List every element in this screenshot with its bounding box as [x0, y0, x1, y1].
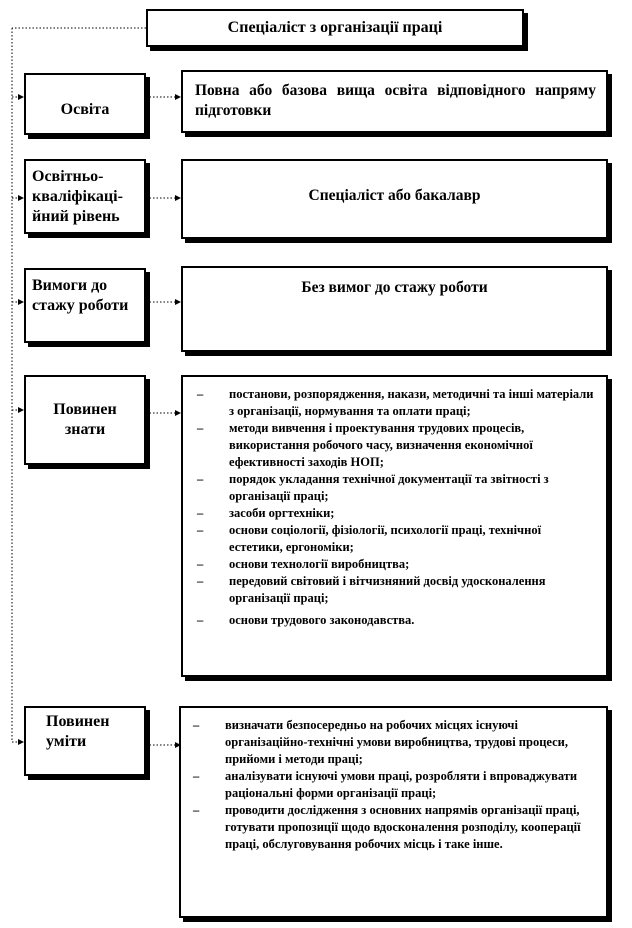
content-qualification	[181, 159, 608, 239]
content-text: Повна або базова вища освіта відповідного напряму підготовки	[195, 82, 596, 119]
list-item: – основи трудового законодавства.	[191, 612, 596, 629]
list-item: – основи соціології, фізіології, психології праці, технічної естетики, ергономіки;	[191, 522, 596, 556]
knowledge-list	[191, 386, 596, 629]
content-education	[181, 70, 608, 133]
list-item: – визначати безпосередньо на робочих місцях існуючі організаційно-технічні умови виробництва, трудові процеси, прийоми і методи праці;	[187, 717, 596, 768]
skills-list	[187, 717, 596, 853]
list-item: – постанови, розпорядження, накази, методичні та інші матеріали з організації, нормування та оплати праці;	[191, 386, 596, 420]
list-item: – методи вивчення і проектування трудових процесів, використання робочого часу, визначення економічної ефективності заходів НОП;	[191, 420, 596, 471]
diagram-title: Спеціаліст з організації праці	[227, 19, 443, 36]
label-must-be-able	[24, 706, 146, 776]
label-must-know	[24, 375, 146, 465]
label-education	[24, 73, 146, 135]
label-text: Повинен знати	[53, 401, 117, 438]
label-text: Освітньо-кваліфікаці-йний рівень	[32, 168, 123, 225]
label-qualification	[24, 159, 146, 234]
list-item: – аналізувати існуючі умови праці, розробляти і впроваджувати раціональні форми організації праці;	[187, 768, 596, 802]
list-item: – основи технології виробництва;	[191, 556, 596, 573]
label-text: Повинен уміти	[46, 713, 110, 750]
list-item: – проводити дослідження з основних напрямів організації праці, готувати пропозиції щодо вдосконалення розподілу, кооперації праці, обслуговування робочих місць і таке інше.	[187, 802, 596, 853]
content-text: Спеціаліст або бакалавр	[308, 187, 481, 204]
list-item: – засоби оргтехніки;	[191, 505, 596, 522]
content-text: Без вимог до стажу роботи	[301, 279, 488, 296]
list-item: – передовий світовий і вітчизняний досвід удосконалення організації праці;	[191, 573, 596, 607]
title-box	[146, 9, 524, 47]
label-text: Освіта	[60, 101, 110, 118]
content-experience	[181, 266, 608, 352]
list-item: – порядок укладання технічної документації та звітності з організації праці;	[191, 471, 596, 505]
content-must-be-able	[179, 706, 608, 918]
label-experience	[24, 268, 146, 343]
content-must-know	[181, 375, 608, 677]
label-text: Вимоги до стажу роботи	[32, 277, 129, 314]
